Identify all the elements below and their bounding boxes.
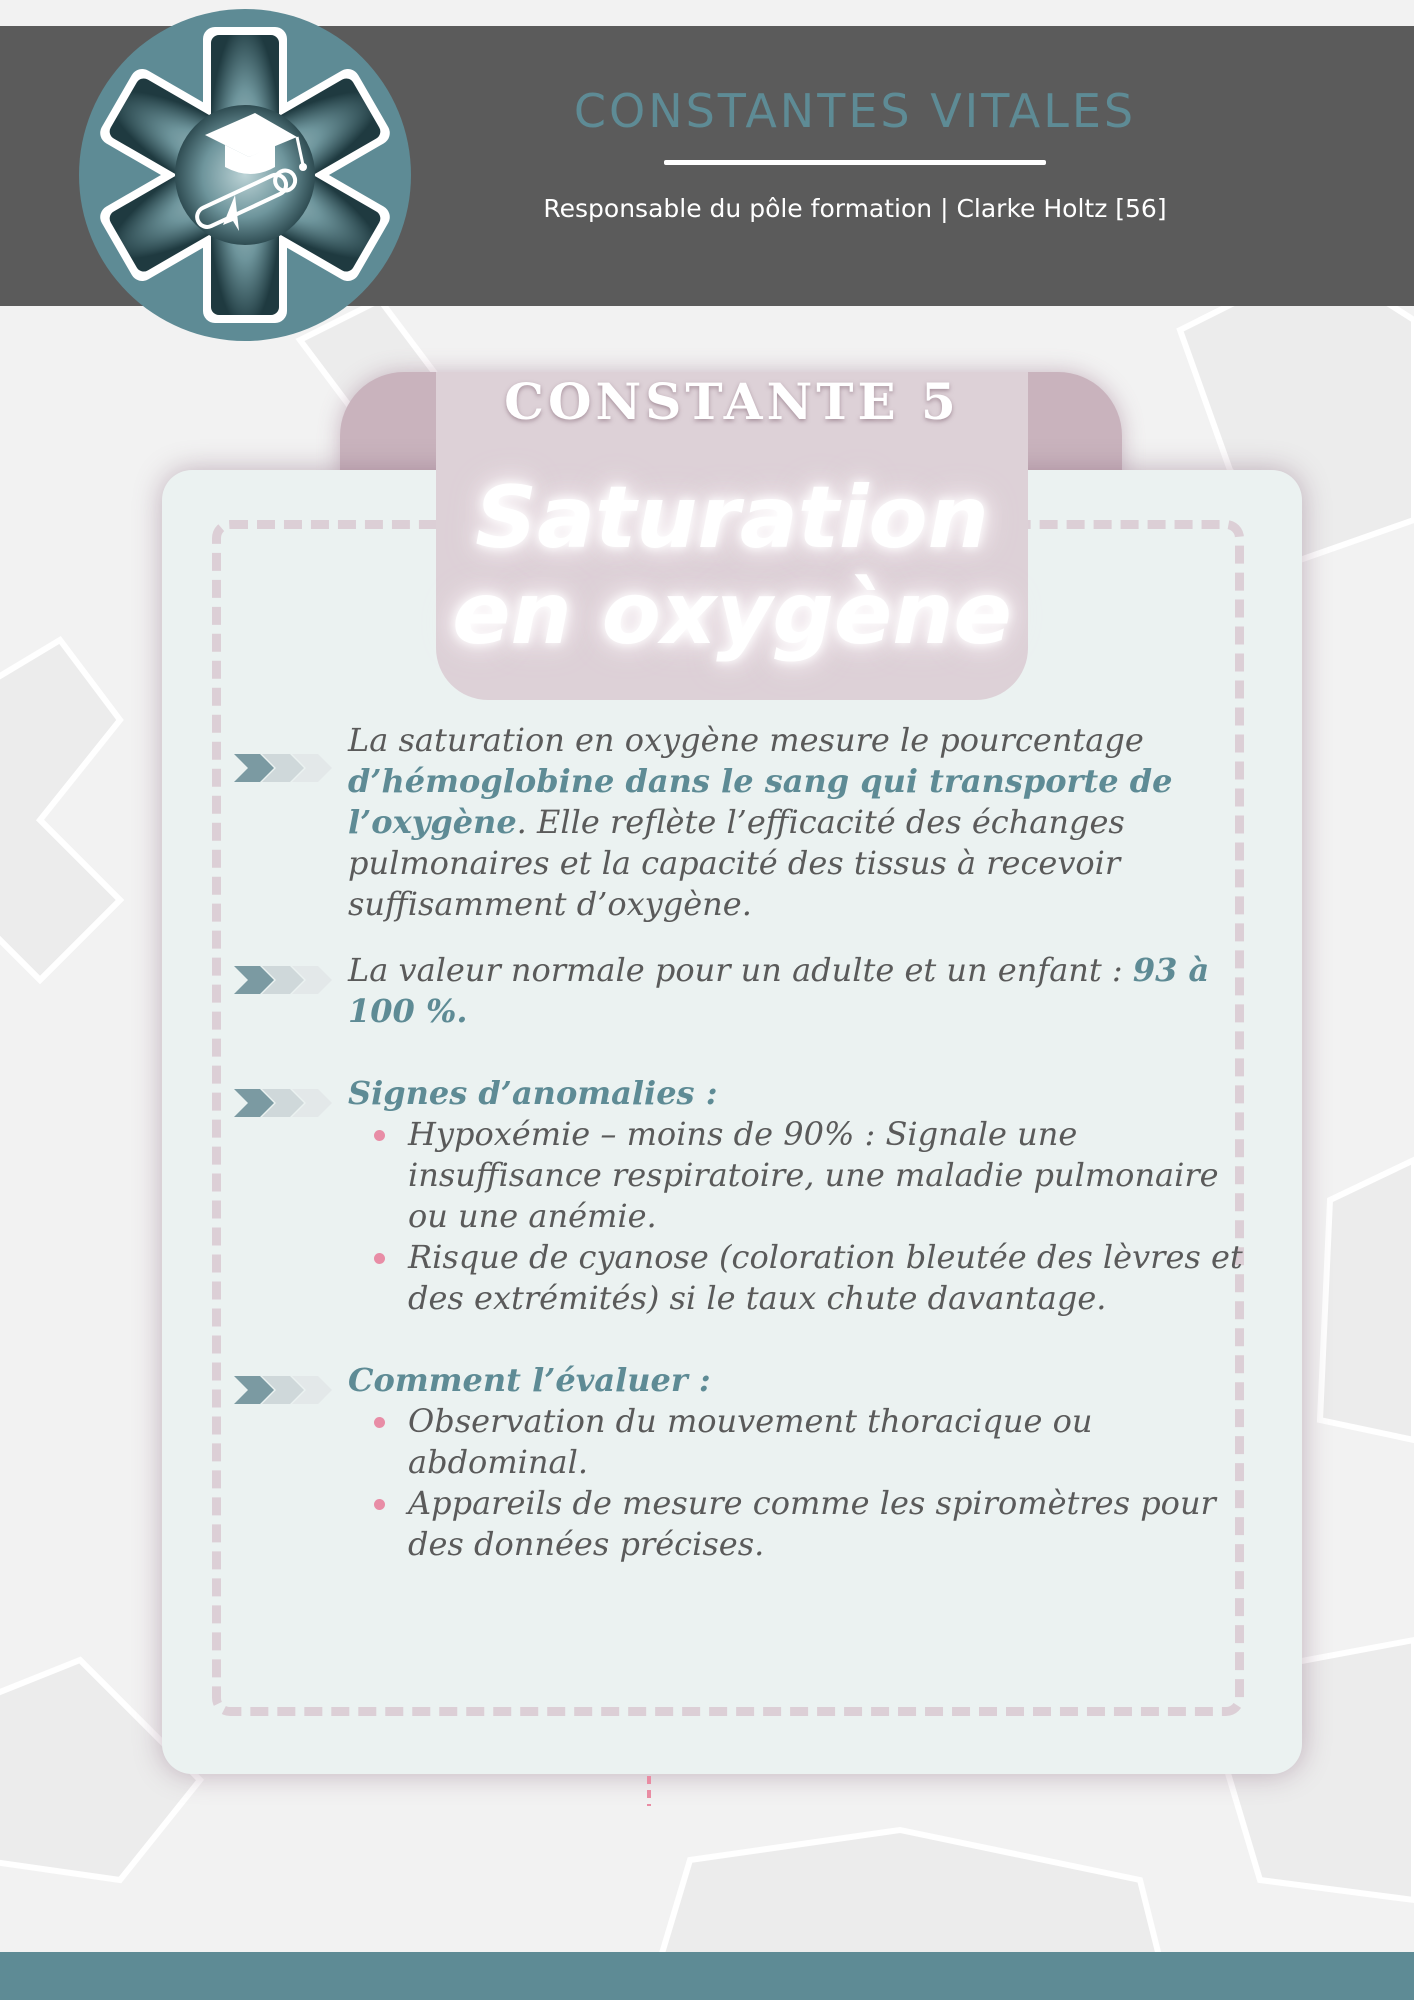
list-item-text: Observation du mouvement thoracique ou abdominal.: [408, 1402, 1093, 1481]
chevron-arrow-icon: [234, 1085, 344, 1121]
evaluation-block: [348, 1360, 1248, 1565]
chevron-arrow-icon: [234, 1372, 344, 1408]
list-item: [348, 1483, 1248, 1565]
list-item-text: Hypoxémie – moins de 90% : Signale une insuffisance respiratoire, une maladie pulmonaire ou une anémie.: [408, 1115, 1219, 1235]
title-divider: [664, 160, 1046, 165]
list-item: [348, 1114, 1248, 1237]
decorative-dashed-mark: [647, 1776, 651, 1806]
star-of-life-graduation-cap-icon: [78, 8, 412, 342]
anomalies-heading: Signes d’anomalies :: [348, 1074, 718, 1112]
definition-text-part: . Elle reflète l’efficacité des échanges pulmonaires et la capacité des tissus à recevoir suffisamment d’oxygène.: [348, 803, 1125, 923]
constante-number-label: CONSTANTE 5: [504, 372, 960, 431]
normal-value-range: 93 à 100 %.: [348, 951, 1210, 1030]
definition-text-highlight: d’hémoglobine dans le sang qui transporte de l’oxygène: [348, 762, 1173, 841]
page-title: CONSTANTES VITALES: [573, 84, 1137, 138]
list-item-text: Appareils de mesure comme les spiromètres pour des données précises.: [408, 1484, 1216, 1563]
list-item: [348, 1237, 1248, 1319]
definition-text: [348, 720, 1248, 925]
section-title: Saturation en oxygène: [452, 468, 1012, 664]
page-subtitle: Responsable du pôle formation | Clarke Holtz [56]: [543, 194, 1167, 223]
normal-value-text: [348, 950, 1248, 1032]
anomalies-list: [348, 1114, 1248, 1319]
definition-text-part: La saturation en oxygène mesure le pourcentage: [348, 721, 1144, 759]
list-item-text: Risque de cyanose (coloration bleutée des lèvres et des extrémités) si le taux chute davantage.: [408, 1238, 1243, 1317]
evaluation-heading: Comment l’évaluer :: [348, 1361, 711, 1399]
normal-value-label: La valeur normale pour un adulte et un enfant :: [348, 951, 1133, 989]
chevron-arrow-icon: [234, 750, 344, 786]
evaluation-list: [348, 1401, 1248, 1565]
list-item: [348, 1401, 1248, 1483]
chevron-arrow-icon: [234, 962, 344, 998]
anomalies-block: [348, 1073, 1248, 1319]
card-content: [162, 470, 1302, 1774]
footer-band: [0, 1952, 1414, 2000]
